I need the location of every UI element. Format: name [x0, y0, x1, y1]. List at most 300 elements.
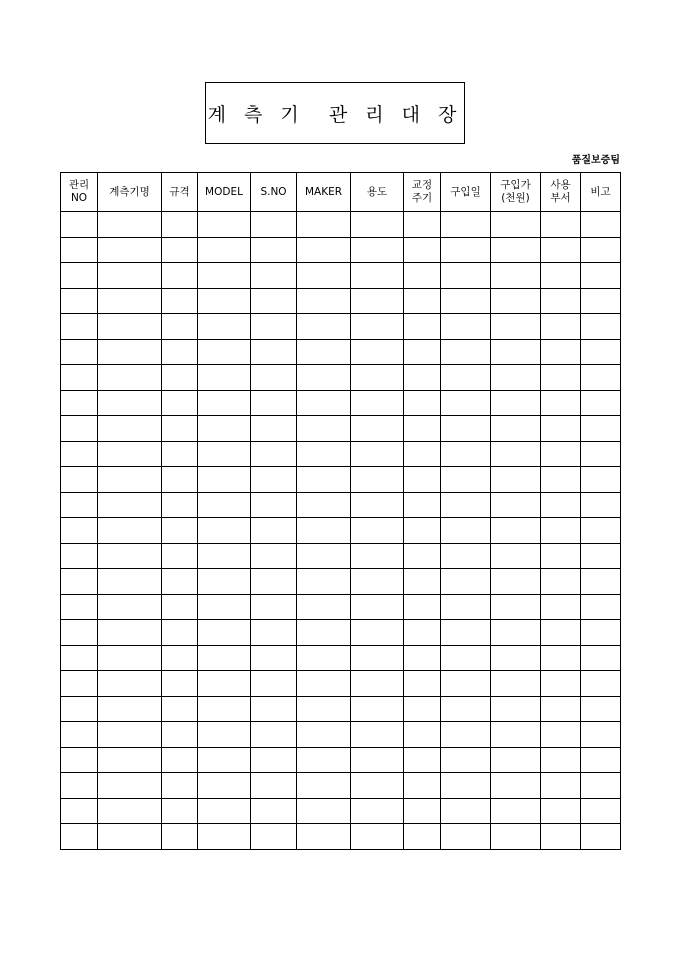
- table-cell[interactable]: [351, 747, 404, 773]
- table-cell[interactable]: [491, 543, 541, 569]
- table-cell[interactable]: [441, 492, 491, 518]
- table-cell[interactable]: [491, 416, 541, 442]
- table-cell[interactable]: [61, 237, 98, 263]
- table-cell[interactable]: [404, 569, 441, 595]
- table-cell[interactable]: [162, 263, 198, 289]
- table-cell[interactable]: [162, 314, 198, 340]
- table-cell[interactable]: [581, 416, 621, 442]
- table-cell[interactable]: [61, 569, 98, 595]
- table-cell[interactable]: [351, 365, 404, 391]
- table-cell[interactable]: [404, 696, 441, 722]
- table-cell[interactable]: [581, 671, 621, 697]
- table-cell[interactable]: [162, 798, 198, 824]
- table-cell[interactable]: [61, 390, 98, 416]
- table-cell[interactable]: [98, 645, 162, 671]
- table-cell[interactable]: [351, 518, 404, 544]
- table-cell[interactable]: [297, 467, 351, 493]
- table-cell[interactable]: [491, 620, 541, 646]
- table-cell[interactable]: [404, 390, 441, 416]
- table-cell[interactable]: [441, 441, 491, 467]
- table-cell[interactable]: [297, 798, 351, 824]
- table-cell[interactable]: [251, 518, 297, 544]
- table-cell[interactable]: [297, 288, 351, 314]
- table-cell[interactable]: [162, 824, 198, 850]
- table-cell[interactable]: [404, 314, 441, 340]
- table-cell[interactable]: [404, 824, 441, 850]
- table-cell[interactable]: [61, 492, 98, 518]
- table-cell[interactable]: [297, 722, 351, 748]
- table-cell[interactable]: [404, 645, 441, 671]
- table-cell[interactable]: [61, 467, 98, 493]
- table-cell[interactable]: [98, 467, 162, 493]
- table-cell[interactable]: [198, 365, 251, 391]
- table-cell[interactable]: [351, 773, 404, 799]
- table-cell[interactable]: [98, 620, 162, 646]
- table-cell[interactable]: [251, 492, 297, 518]
- table-cell[interactable]: [61, 339, 98, 365]
- table-cell[interactable]: [251, 543, 297, 569]
- table-cell[interactable]: [251, 390, 297, 416]
- table-cell[interactable]: [441, 263, 491, 289]
- table-cell[interactable]: [162, 416, 198, 442]
- table-cell[interactable]: [251, 696, 297, 722]
- table-cell[interactable]: [581, 798, 621, 824]
- table-cell[interactable]: [351, 645, 404, 671]
- table-cell[interactable]: [404, 722, 441, 748]
- table-cell[interactable]: [441, 620, 491, 646]
- table-cell[interactable]: [541, 798, 581, 824]
- table-cell[interactable]: [198, 798, 251, 824]
- table-cell[interactable]: [404, 263, 441, 289]
- table-cell[interactable]: [61, 594, 98, 620]
- table-cell[interactable]: [297, 314, 351, 340]
- table-cell[interactable]: [98, 288, 162, 314]
- table-cell[interactable]: [198, 773, 251, 799]
- table-cell[interactable]: [404, 747, 441, 773]
- table-cell[interactable]: [251, 824, 297, 850]
- table-cell[interactable]: [441, 824, 491, 850]
- table-cell[interactable]: [162, 288, 198, 314]
- table-cell[interactable]: [541, 314, 581, 340]
- table-cell[interactable]: [491, 314, 541, 340]
- table-cell[interactable]: [297, 518, 351, 544]
- table-cell[interactable]: [441, 671, 491, 697]
- table-cell[interactable]: [351, 390, 404, 416]
- table-cell[interactable]: [541, 696, 581, 722]
- table-cell[interactable]: [351, 620, 404, 646]
- table-cell[interactable]: [581, 620, 621, 646]
- table-cell[interactable]: [198, 824, 251, 850]
- table-cell[interactable]: [162, 671, 198, 697]
- table-cell[interactable]: [404, 773, 441, 799]
- table-cell[interactable]: [98, 237, 162, 263]
- table-cell[interactable]: [162, 645, 198, 671]
- table-cell[interactable]: [98, 441, 162, 467]
- table-cell[interactable]: [351, 467, 404, 493]
- table-cell[interactable]: [198, 339, 251, 365]
- table-cell[interactable]: [491, 288, 541, 314]
- table-cell[interactable]: [251, 773, 297, 799]
- table-cell[interactable]: [98, 416, 162, 442]
- table-cell[interactable]: [61, 263, 98, 289]
- table-cell[interactable]: [61, 722, 98, 748]
- table-cell[interactable]: [198, 620, 251, 646]
- table-cell[interactable]: [441, 467, 491, 493]
- table-cell[interactable]: [441, 288, 491, 314]
- table-cell[interactable]: [581, 314, 621, 340]
- table-cell[interactable]: [297, 824, 351, 850]
- table-cell[interactable]: [404, 798, 441, 824]
- table-cell[interactable]: [441, 773, 491, 799]
- table-cell[interactable]: [297, 237, 351, 263]
- table-cell[interactable]: [98, 339, 162, 365]
- table-cell[interactable]: [251, 722, 297, 748]
- table-cell[interactable]: [198, 747, 251, 773]
- table-cell[interactable]: [198, 237, 251, 263]
- table-cell[interactable]: [491, 569, 541, 595]
- table-cell[interactable]: [297, 212, 351, 238]
- table-cell[interactable]: [581, 569, 621, 595]
- table-cell[interactable]: [98, 569, 162, 595]
- table-cell[interactable]: [297, 416, 351, 442]
- table-cell[interactable]: [351, 696, 404, 722]
- table-cell[interactable]: [297, 365, 351, 391]
- table-cell[interactable]: [98, 773, 162, 799]
- table-cell[interactable]: [251, 365, 297, 391]
- table-cell[interactable]: [491, 747, 541, 773]
- table-cell[interactable]: [581, 722, 621, 748]
- table-cell[interactable]: [441, 518, 491, 544]
- table-cell[interactable]: [98, 671, 162, 697]
- table-cell[interactable]: [491, 722, 541, 748]
- table-cell[interactable]: [198, 518, 251, 544]
- table-cell[interactable]: [491, 212, 541, 238]
- table-cell[interactable]: [351, 237, 404, 263]
- table-cell[interactable]: [541, 237, 581, 263]
- table-cell[interactable]: [351, 798, 404, 824]
- table-cell[interactable]: [61, 212, 98, 238]
- table-cell[interactable]: [541, 773, 581, 799]
- table-cell[interactable]: [541, 416, 581, 442]
- table-cell[interactable]: [441, 594, 491, 620]
- table-cell[interactable]: [162, 390, 198, 416]
- table-cell[interactable]: [98, 518, 162, 544]
- table-cell[interactable]: [162, 594, 198, 620]
- table-cell[interactable]: [541, 620, 581, 646]
- table-cell[interactable]: [297, 645, 351, 671]
- table-cell[interactable]: [251, 237, 297, 263]
- table-cell[interactable]: [61, 441, 98, 467]
- table-cell[interactable]: [98, 212, 162, 238]
- table-cell[interactable]: [61, 365, 98, 391]
- table-cell[interactable]: [251, 620, 297, 646]
- table-cell[interactable]: [297, 747, 351, 773]
- table-cell[interactable]: [491, 263, 541, 289]
- table-cell[interactable]: [541, 212, 581, 238]
- table-cell[interactable]: [162, 569, 198, 595]
- table-cell[interactable]: [581, 237, 621, 263]
- table-cell[interactable]: [61, 696, 98, 722]
- table-cell[interactable]: [441, 798, 491, 824]
- table-cell[interactable]: [162, 212, 198, 238]
- table-cell[interactable]: [98, 390, 162, 416]
- table-cell[interactable]: [581, 212, 621, 238]
- table-cell[interactable]: [162, 722, 198, 748]
- table-cell[interactable]: [541, 518, 581, 544]
- table-cell[interactable]: [198, 263, 251, 289]
- table-cell[interactable]: [198, 722, 251, 748]
- table-cell[interactable]: [162, 518, 198, 544]
- table-cell[interactable]: [581, 645, 621, 671]
- table-cell[interactable]: [441, 645, 491, 671]
- table-cell[interactable]: [297, 696, 351, 722]
- table-cell[interactable]: [491, 441, 541, 467]
- table-cell[interactable]: [581, 773, 621, 799]
- table-cell[interactable]: [98, 263, 162, 289]
- table-cell[interactable]: [162, 543, 198, 569]
- table-cell[interactable]: [491, 696, 541, 722]
- table-cell[interactable]: [491, 773, 541, 799]
- table-cell[interactable]: [581, 543, 621, 569]
- table-cell[interactable]: [404, 237, 441, 263]
- table-cell[interactable]: [98, 314, 162, 340]
- table-cell[interactable]: [162, 747, 198, 773]
- table-cell[interactable]: [404, 518, 441, 544]
- table-cell[interactable]: [297, 543, 351, 569]
- table-cell[interactable]: [162, 773, 198, 799]
- table-cell[interactable]: [541, 824, 581, 850]
- table-cell[interactable]: [251, 263, 297, 289]
- table-cell[interactable]: [162, 620, 198, 646]
- table-cell[interactable]: [351, 416, 404, 442]
- table-cell[interactable]: [541, 722, 581, 748]
- table-cell[interactable]: [198, 569, 251, 595]
- table-cell[interactable]: [404, 288, 441, 314]
- table-cell[interactable]: [581, 492, 621, 518]
- table-cell[interactable]: [404, 339, 441, 365]
- table-cell[interactable]: [61, 824, 98, 850]
- table-cell[interactable]: [198, 492, 251, 518]
- table-cell[interactable]: [198, 645, 251, 671]
- table-cell[interactable]: [98, 824, 162, 850]
- table-cell[interactable]: [297, 620, 351, 646]
- table-cell[interactable]: [404, 671, 441, 697]
- table-cell[interactable]: [297, 441, 351, 467]
- table-cell[interactable]: [162, 492, 198, 518]
- table-cell[interactable]: [441, 237, 491, 263]
- table-cell[interactable]: [541, 467, 581, 493]
- table-cell[interactable]: [61, 314, 98, 340]
- table-cell[interactable]: [297, 594, 351, 620]
- table-cell[interactable]: [61, 416, 98, 442]
- table-cell[interactable]: [541, 288, 581, 314]
- table-cell[interactable]: [581, 824, 621, 850]
- table-cell[interactable]: [441, 543, 491, 569]
- table-cell[interactable]: [541, 441, 581, 467]
- table-cell[interactable]: [98, 696, 162, 722]
- table-cell[interactable]: [61, 798, 98, 824]
- table-cell[interactable]: [297, 492, 351, 518]
- table-cell[interactable]: [198, 467, 251, 493]
- table-cell[interactable]: [198, 671, 251, 697]
- table-cell[interactable]: [251, 594, 297, 620]
- table-cell[interactable]: [198, 212, 251, 238]
- table-cell[interactable]: [581, 467, 621, 493]
- table-cell[interactable]: [404, 212, 441, 238]
- table-cell[interactable]: [198, 543, 251, 569]
- table-cell[interactable]: [351, 441, 404, 467]
- table-cell[interactable]: [98, 365, 162, 391]
- table-cell[interactable]: [581, 441, 621, 467]
- table-cell[interactable]: [541, 594, 581, 620]
- table-cell[interactable]: [441, 696, 491, 722]
- table-cell[interactable]: [251, 212, 297, 238]
- table-cell[interactable]: [198, 314, 251, 340]
- table-cell[interactable]: [441, 339, 491, 365]
- table-cell[interactable]: [541, 390, 581, 416]
- table-cell[interactable]: [251, 288, 297, 314]
- table-cell[interactable]: [198, 696, 251, 722]
- table-cell[interactable]: [98, 722, 162, 748]
- table-cell[interactable]: [61, 645, 98, 671]
- table-cell[interactable]: [581, 594, 621, 620]
- table-cell[interactable]: [441, 365, 491, 391]
- table-cell[interactable]: [404, 543, 441, 569]
- table-cell[interactable]: [491, 645, 541, 671]
- table-cell[interactable]: [541, 671, 581, 697]
- table-cell[interactable]: [351, 824, 404, 850]
- table-cell[interactable]: [581, 747, 621, 773]
- table-cell[interactable]: [162, 237, 198, 263]
- table-cell[interactable]: [61, 620, 98, 646]
- table-cell[interactable]: [351, 212, 404, 238]
- table-cell[interactable]: [297, 773, 351, 799]
- table-cell[interactable]: [404, 492, 441, 518]
- table-cell[interactable]: [581, 696, 621, 722]
- table-cell[interactable]: [251, 569, 297, 595]
- table-cell[interactable]: [581, 288, 621, 314]
- table-cell[interactable]: [541, 365, 581, 391]
- table-cell[interactable]: [251, 747, 297, 773]
- table-cell[interactable]: [162, 696, 198, 722]
- table-cell[interactable]: [541, 645, 581, 671]
- table-cell[interactable]: [198, 594, 251, 620]
- table-cell[interactable]: [441, 747, 491, 773]
- table-cell[interactable]: [581, 365, 621, 391]
- table-cell[interactable]: [98, 492, 162, 518]
- table-cell[interactable]: [251, 441, 297, 467]
- table-cell[interactable]: [251, 467, 297, 493]
- table-cell[interactable]: [198, 416, 251, 442]
- table-cell[interactable]: [541, 339, 581, 365]
- table-cell[interactable]: [297, 569, 351, 595]
- table-cell[interactable]: [441, 569, 491, 595]
- table-cell[interactable]: [581, 339, 621, 365]
- table-cell[interactable]: [297, 263, 351, 289]
- table-cell[interactable]: [351, 671, 404, 697]
- table-cell[interactable]: [491, 237, 541, 263]
- table-cell[interactable]: [491, 671, 541, 697]
- table-cell[interactable]: [441, 390, 491, 416]
- table-cell[interactable]: [198, 390, 251, 416]
- table-cell[interactable]: [491, 798, 541, 824]
- table-cell[interactable]: [198, 288, 251, 314]
- table-cell[interactable]: [251, 314, 297, 340]
- table-cell[interactable]: [61, 288, 98, 314]
- table-cell[interactable]: [351, 543, 404, 569]
- table-cell[interactable]: [61, 773, 98, 799]
- table-cell[interactable]: [491, 824, 541, 850]
- table-cell[interactable]: [297, 390, 351, 416]
- table-cell[interactable]: [251, 671, 297, 697]
- table-cell[interactable]: [162, 339, 198, 365]
- table-cell[interactable]: [491, 467, 541, 493]
- table-cell[interactable]: [404, 620, 441, 646]
- table-cell[interactable]: [351, 722, 404, 748]
- table-cell[interactable]: [541, 263, 581, 289]
- table-cell[interactable]: [404, 441, 441, 467]
- table-cell[interactable]: [441, 416, 491, 442]
- table-cell[interactable]: [162, 365, 198, 391]
- table-cell[interactable]: [61, 747, 98, 773]
- table-cell[interactable]: [351, 263, 404, 289]
- table-cell[interactable]: [251, 339, 297, 365]
- table-cell[interactable]: [404, 416, 441, 442]
- table-cell[interactable]: [98, 798, 162, 824]
- table-cell[interactable]: [351, 492, 404, 518]
- table-cell[interactable]: [98, 747, 162, 773]
- table-cell[interactable]: [351, 314, 404, 340]
- table-cell[interactable]: [297, 671, 351, 697]
- table-cell[interactable]: [491, 365, 541, 391]
- table-cell[interactable]: [351, 288, 404, 314]
- table-cell[interactable]: [491, 339, 541, 365]
- table-cell[interactable]: [404, 467, 441, 493]
- table-cell[interactable]: [61, 671, 98, 697]
- table-cell[interactable]: [581, 518, 621, 544]
- table-cell[interactable]: [491, 518, 541, 544]
- table-cell[interactable]: [162, 467, 198, 493]
- table-cell[interactable]: [541, 747, 581, 773]
- table-cell[interactable]: [351, 569, 404, 595]
- table-cell[interactable]: [98, 594, 162, 620]
- table-cell[interactable]: [581, 263, 621, 289]
- table-cell[interactable]: [61, 518, 98, 544]
- table-cell[interactable]: [541, 543, 581, 569]
- table-cell[interactable]: [441, 722, 491, 748]
- table-cell[interactable]: [351, 339, 404, 365]
- table-cell[interactable]: [61, 543, 98, 569]
- table-cell[interactable]: [297, 339, 351, 365]
- table-cell[interactable]: [404, 594, 441, 620]
- table-cell[interactable]: [491, 492, 541, 518]
- table-cell[interactable]: [441, 314, 491, 340]
- table-cell[interactable]: [98, 543, 162, 569]
- table-cell[interactable]: [251, 798, 297, 824]
- table-cell[interactable]: [351, 594, 404, 620]
- table-cell[interactable]: [251, 416, 297, 442]
- table-cell[interactable]: [541, 492, 581, 518]
- table-cell[interactable]: [491, 594, 541, 620]
- table-cell[interactable]: [441, 212, 491, 238]
- table-cell[interactable]: [162, 441, 198, 467]
- table-cell[interactable]: [251, 645, 297, 671]
- table-cell[interactable]: [541, 569, 581, 595]
- table-cell[interactable]: [491, 390, 541, 416]
- table-cell[interactable]: [404, 365, 441, 391]
- table-cell[interactable]: [581, 390, 621, 416]
- table-cell[interactable]: [198, 441, 251, 467]
